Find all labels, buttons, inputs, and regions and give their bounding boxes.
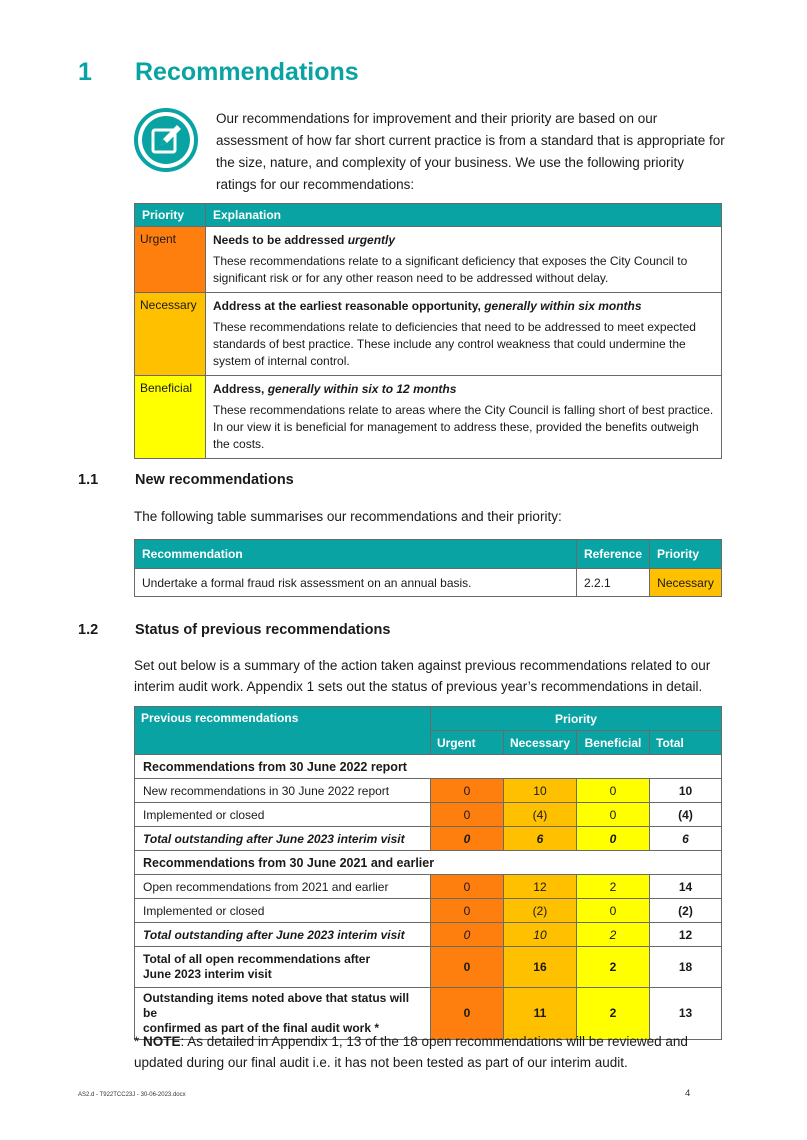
table-row [135,293,722,376]
title-plain: Needs to be addressed [213,233,348,247]
title-emphasis: generally within six to 12 months [267,382,457,396]
explanation-title [213,298,714,315]
table-section-row [135,755,722,779]
urgent-value: 0 [430,827,503,851]
footer-filename: AS2.d - T922TCC23J - 30-06-2023.docx [78,1092,186,1098]
urgent-value: 0 [430,875,503,899]
row-label: Total outstanding after June 2023 interim visit [135,923,431,947]
reference-cell: 2.2.1 [576,569,649,597]
table-row [135,803,722,827]
table-row [135,923,722,947]
explanation-text: These recommendations relate to deficiencies that need to be addressed to meet expected standards of best practice. These include any control weakness that could undermine the system of internal control. [213,320,696,368]
footnote [134,1031,726,1073]
section-title: Status of previous recommendations [135,622,391,638]
note-text: : As detailed in Appendix 1, 13 of the 18 open recommendations will be reviewed and updated during our final audit i.e. it has not been tested as part of our interim audit. [134,1034,688,1070]
beneficial-value: 0 [577,827,650,851]
total-value: 10 [650,779,722,803]
necessary-value: 11 [503,988,576,1040]
title-plain: Address at the earliest reasonable opportunity, [213,299,485,313]
urgent-value: 0 [430,779,503,803]
row-label [135,947,431,988]
section-1-1-text: The following table summarises our recommendations and their priority: [134,509,562,524]
row-label: Implemented or closed [135,803,431,827]
col-header-recommendation: Recommendation [135,540,577,569]
explanation-text: These recommendations relate to a significant deficiency that exposes the City Council to significant risk or for any other reason need to be addressed without delay. [213,254,688,285]
table-row [135,569,722,597]
total-value: (4) [650,803,722,827]
priority-urgent: Urgent [135,227,206,293]
total-value: 14 [650,875,722,899]
explanation-title [213,232,714,249]
explanation-cell [206,293,722,376]
urgent-value: 0 [430,923,503,947]
sub-header-urgent: Urgent [430,731,503,755]
explanation-title [213,381,714,398]
necessary-value: (2) [503,899,576,923]
table-row [135,227,722,293]
urgent-value: 0 [430,899,503,923]
necessary-value: 6 [503,827,576,851]
heading-title: Recommendations [135,58,359,86]
section-label: Recommendations from 30 June 2021 and earlier [135,851,722,875]
necessary-value: 10 [503,779,576,803]
page-number: 4 [685,1088,691,1099]
table-row [135,376,722,459]
heading-number: 1 [78,58,92,86]
label-line: Outstanding items noted above that status will be [143,991,410,1020]
table-row [135,899,722,923]
note-label: NOTE [143,1034,181,1049]
edit-document-icon [134,108,198,172]
beneficial-value: 2 [577,923,650,947]
total-value: 12 [650,923,722,947]
col-header-reference: Reference [576,540,649,569]
section-number: 1.2 [78,622,99,638]
total-value: 18 [650,947,722,988]
table-row [135,947,722,988]
section-1-2-text: Set out below is a summary of the action taken against previous recommendations related to our interim audit work. Appendix 1 sets out the status of previous year’s recommendations in detail. [134,658,711,694]
section-heading-1-2 [78,622,390,638]
necessary-value: (4) [503,803,576,827]
explanation-text: These recommendations relate to areas where the City Council is falling short of best practice. In our view it is beneficial for management to address these, provided the benefits outweigh the costs. [213,403,714,451]
intro-text: Our recommendations for improvement and their priority are based on our assessment of how far short current practice is from a standard that is appropriate for the size, nature, and complexity of your business. We use the following priority ratings for our recommendations: [216,111,725,192]
section-heading-1-1 [78,472,294,488]
table-section-row [135,851,722,875]
sub-header-necessary: Necessary [503,731,576,755]
beneficial-value: 0 [577,779,650,803]
page-heading [78,58,359,87]
explanation-cell [206,376,722,459]
beneficial-value: 0 [577,803,650,827]
urgent-value: 0 [430,803,503,827]
section-title: New recommendations [135,472,294,488]
label-line: June 2023 interim visit [143,967,272,981]
col-header-priority: Priority [650,540,722,569]
title-plain: Address, [213,382,268,396]
row-label: New recommendations in 30 June 2022 report [135,779,431,803]
total-value: 13 [650,988,722,1040]
row-label: Total outstanding after June 2023 interim visit [135,827,431,851]
urgent-value: 0 [430,988,503,1040]
row-label: Open recommendations from 2021 and earlier [135,875,431,899]
previous-recommendations-table [134,706,722,1040]
necessary-value: 12 [503,875,576,899]
recommendation-cell: Undertake a formal fraud risk assessment on an annual basis. [135,569,577,597]
new-recommendations-table [134,539,722,597]
beneficial-value: 2 [577,988,650,1040]
sub-header-total: Total [650,731,722,755]
necessary-value: 10 [503,923,576,947]
priority-ratings-table [134,203,722,459]
section-label: Recommendations from 30 June 2022 report [135,755,722,779]
col-header-priority: Priority [430,707,721,731]
urgent-value: 0 [430,947,503,988]
beneficial-value: 2 [577,947,650,988]
priority-beneficial: Beneficial [135,376,206,459]
necessary-value: 16 [503,947,576,988]
table-row [135,875,722,899]
label-line: confirmed as part of the final audit work * [143,1021,380,1035]
section-number: 1.1 [78,472,99,488]
total-value: (2) [650,899,722,923]
total-value: 6 [650,827,722,851]
priority-cell: Necessary [650,569,722,597]
col-header-priority: Priority [135,204,206,227]
explanation-cell [206,227,722,293]
priority-necessary: Necessary [135,293,206,376]
col-header-previous: Previous recommendations [135,707,431,755]
beneficial-value: 2 [577,875,650,899]
title-emphasis: generally within six months [484,299,642,313]
row-label: Implemented or closed [135,899,431,923]
sub-header-beneficial: Beneficial [577,731,650,755]
note-prefix: * [134,1034,144,1049]
title-emphasis: urgently [347,233,396,247]
table-row [135,827,722,851]
col-header-explanation: Explanation [206,204,722,227]
beneficial-value: 0 [577,899,650,923]
label-line: Total of all open recommendations after [143,952,371,966]
table-row [135,779,722,803]
